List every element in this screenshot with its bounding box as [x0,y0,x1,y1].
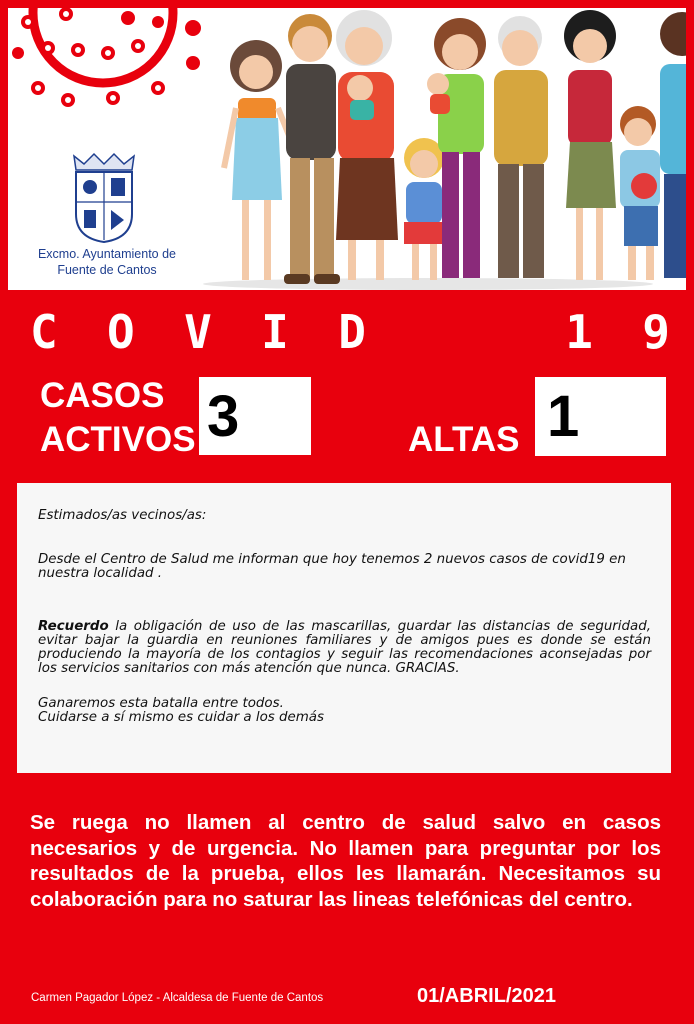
covid-title-letter: C [30,305,58,359]
mayor-signature: Carmen Pagador López - Alcaldesa de Fuente de Cantos [31,992,324,1004]
covid-title-letter: I [261,305,289,359]
letter-closing-2: Cuidarse a sí mismo es cuidar a los demás [38,710,324,725]
town-hall-name [22,246,192,278]
coat-of-arms-icon [66,150,142,244]
notice-date: 01/ABRIL/2021 [417,985,556,1007]
letter-closing-1: Ganaremos esta batalla entre todos. [38,696,284,711]
virus-icon [8,8,218,118]
family-illustration [198,8,686,290]
covid-title-letter: O [107,305,135,359]
town-line-1: Excmo. Ayuntamiento de [37,247,177,261]
active-cases-label [40,374,196,462]
covid-title-letter: 9 [642,305,670,359]
active-cases-label-line1: CASOS [40,376,165,415]
mayor-letter [17,483,671,773]
discharged-value: 1 [535,377,666,456]
active-cases-label-line2: ACTIVOS [40,420,196,459]
letter-news: Desde el Centro de Salud me informan que hoy tenemos 2 nuevos casos de covid19 en nuestra localidad . [38,552,626,581]
letter-reminder-bold: Recuerdo [38,619,109,634]
discharged-label: ALTAS [408,420,520,459]
covid-title [30,302,670,362]
covid-title-letter: 1 [565,305,593,359]
town-line-2: Fuente de Cantos [57,263,157,277]
active-cases-value: 3 [199,377,311,455]
covid-title-letter: V [184,305,212,359]
header-banner [8,8,686,290]
covid-title-letter: D [338,305,366,359]
call-notice: Se ruega no llamen al centro de salud salvo en casos necesarios y de urgencia. No llamen para preguntar por los resultados de la prueba, ellos les llamarán. Necesitamos su colaboración para no saturar las lineas telefónicas del centro. [30,811,661,911]
letter-greeting: Estimados/as vecinos/as: [38,508,207,523]
letter-reminder [38,620,651,676]
letter-reminder-text: la obligación de uso de las mascarillas, guardar las distancias de seguridad, evitar bajar la guardia en reuniones familiares y de amigos pues es donde se están produciendo la mayoría de los contagios y seguir las recomendaciones aconsejadas por los servicios sanitarios con más atención que nunca. GRACIAS. [38,619,651,676]
